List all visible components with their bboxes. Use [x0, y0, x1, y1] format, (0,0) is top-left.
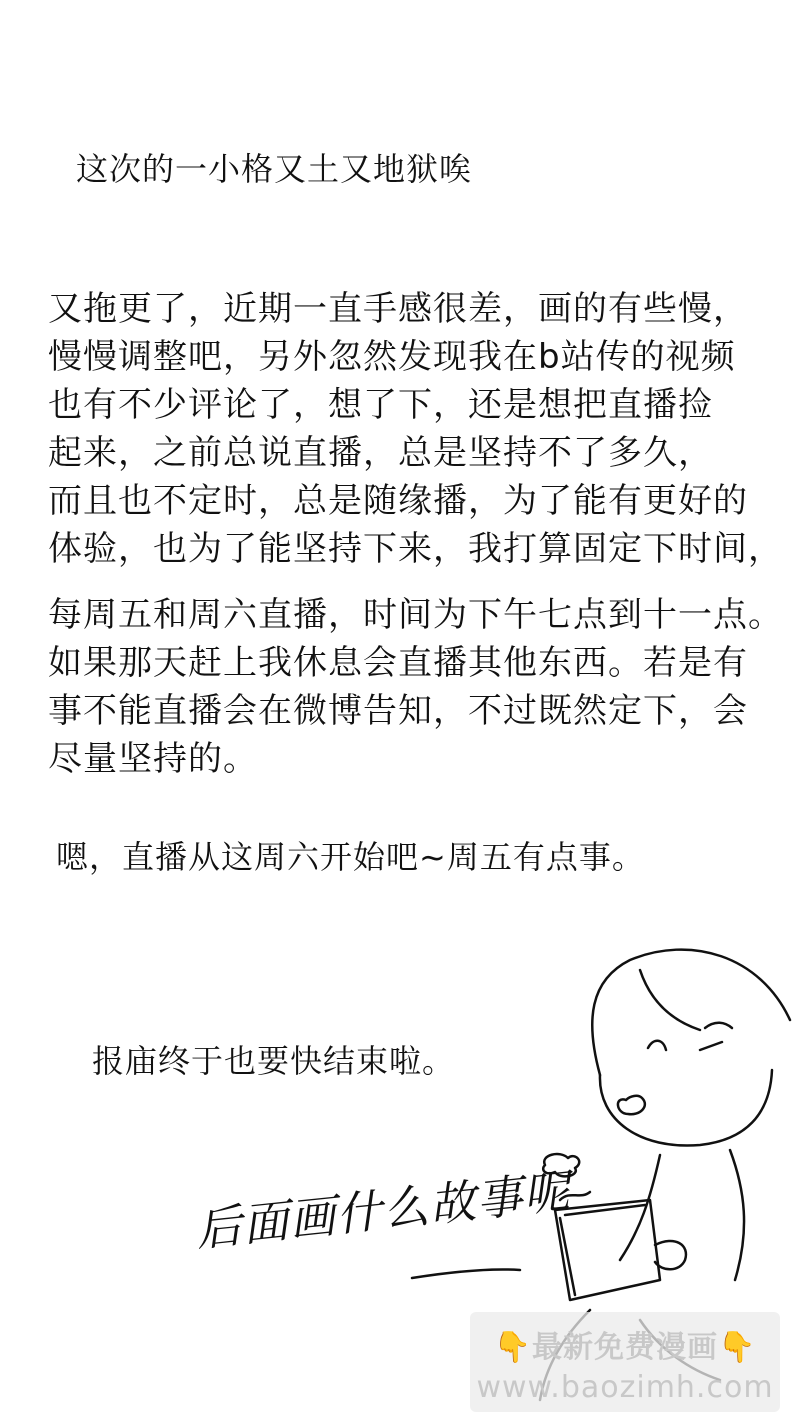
character-eyebrow: [705, 1023, 732, 1028]
character-hand: [655, 1241, 686, 1269]
character-eye-left: [648, 1041, 666, 1050]
paragraph-1-line: 体验，也为了能坚持下来，我打算固定下时间，: [48, 529, 783, 569]
handwritten-caption: 后面画什么故事呢: [193, 1163, 573, 1257]
note-story-ending: 报庙终于也要快结束啦。: [92, 1042, 456, 1080]
pointing-down-hand-icon: 👇: [718, 1330, 757, 1365]
watermark-title: [470, 1322, 780, 1366]
character-mouth: [618, 1096, 645, 1114]
watermark-title-text: 最新免费漫画: [532, 1330, 718, 1365]
note-livestream-start: 嗯，直播从这周六开始吧~周五有点事。: [56, 838, 645, 876]
paragraph-2-line: 如果那天赶上我休息会直播其他东西。若是有: [48, 643, 748, 683]
paragraph-2-line: 每周五和周六直播，时间为下午七点到十一点。: [48, 595, 783, 635]
character-body-right: [730, 1150, 744, 1280]
character-face: [600, 1070, 772, 1146]
paragraph-1-line: 起来，之前总说直播，总是坚持不了多久，: [48, 433, 713, 473]
paragraph-1-line: 又拖更了，近期一直手感很差，画的有些慢，: [48, 289, 748, 329]
paragraph-2-line: 事不能直播会在微博告知，不过既然定下，会: [48, 691, 748, 731]
paragraph-1-line: 而且也不定时，总是随缘播，为了能有更好的: [48, 481, 748, 521]
character-hair-strand: [640, 970, 700, 1030]
intro-line: 这次的一小格又土又地狱唉: [76, 150, 473, 188]
caption-underline: [412, 1269, 520, 1278]
watermark-overlay: [470, 1312, 780, 1412]
character-eye-right: [700, 1042, 722, 1050]
pointing-down-hand-icon: 👇: [493, 1330, 532, 1365]
paragraph-2-line: 尽量坚持的。: [48, 739, 258, 779]
paragraph-1-line: 慢慢调整吧，另外忽然发现我在b站传的视频: [48, 337, 736, 377]
character-hair: [592, 950, 790, 1075]
paragraph-1-line: 也有不少评论了，想了下，还是想把直播捡: [48, 385, 713, 425]
watermark-url: www.baozimh.com: [476, 1370, 774, 1405]
